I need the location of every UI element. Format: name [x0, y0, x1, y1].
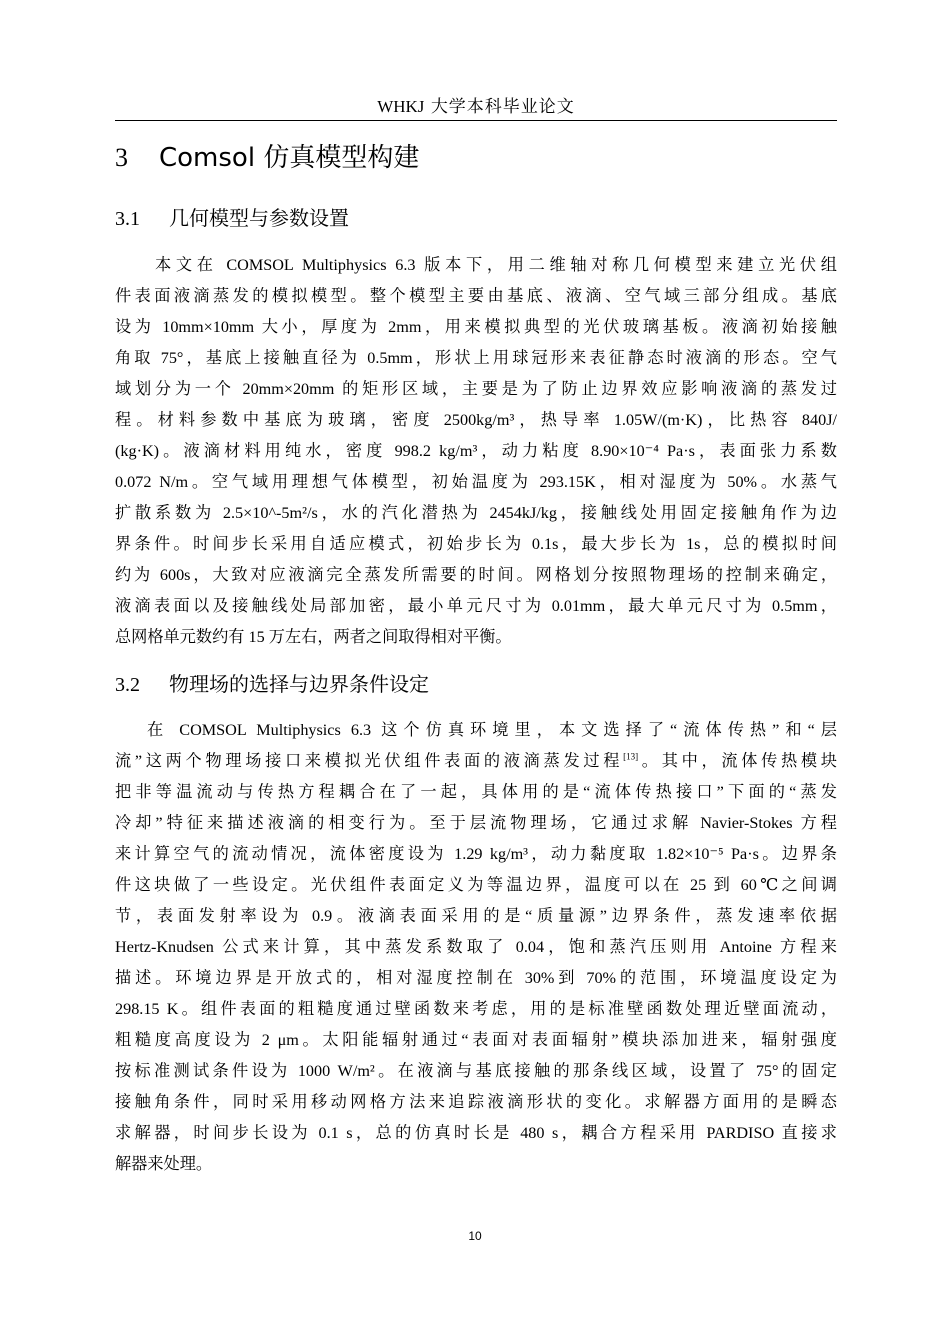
paragraph-line: 0.072 N/m。空气域用理想气体模型，初始温度为 293.15K，相对湿度为 50%。水蒸气 [115, 473, 837, 491]
paragraph-line: 设为 10mm×10mm 大小，厚度为 2mm，用来模拟典型的光伏玻璃基板。液滴初始接触 [115, 318, 837, 336]
header-brand: WHKJ [377, 97, 425, 116]
paragraph-line: 程。材料参数中基底为玻璃，密度 2500kg/m³，热导率 1.05W/(m·K)，比热容 840J/ [115, 411, 837, 429]
paragraph-line: 描述。环境边界是开放式的，相对湿度控制在 30%到 70%的范围，环境温度设定为 [115, 969, 837, 987]
paragraph-line: 粗糙度高度设为 2 μm。太阳能辐射通过“表面对表面辐射”模块添加进来，辐射强度 [115, 1031, 837, 1049]
paragraph-line: 来计算空气的流动情况，流体密度设为 1.29 kg/m³，动力黏度取 1.82×10⁻⁵ Pa·s。边界条 [115, 845, 837, 863]
section-heading-3-2 [115, 669, 429, 700]
paragraph-line: 总网格单元数约有 15 万左右，两者之间取得相对平衡。 [115, 628, 512, 646]
paragraph-line: 把非等温流动与传热方程耦合在了一起，具体用的是“流体传热接口”下面的“蒸发 [115, 783, 837, 801]
citation-ref[interactable]: [13] [623, 751, 639, 762]
line-text: 。其中，流体传热模块 [638, 752, 837, 770]
paragraph-line: (kg·K)。液滴材料用纯水，密度 998.2 kg/m³，动力粘度 8.90×10⁻⁴ Pa·s，表面张力系数 [115, 442, 837, 460]
section-number: 3.1 [115, 208, 140, 230]
header-title: 大学本科毕业论文 [430, 97, 575, 117]
section-3-2-paragraph [115, 715, 837, 1180]
section-title: 物理场的选择与边界条件设定 [169, 672, 429, 696]
paragraph-line: 约为 600s，大致对应液滴完全蒸发所需要的时间。网格划分按照物理场的控制来确定， [115, 566, 837, 584]
header-text [377, 97, 575, 117]
paragraph-line: 液滴表面以及接触线处局部加密，最小单元尺寸为 0.01mm，最大单元尺寸为 0.5mm， [115, 597, 837, 615]
paragraph-line: 求解器，时间步长设为 0.1 s，总的仿真时长是 480 s，耦合方程采用 PARDISO 直接求 [115, 1124, 837, 1142]
paragraph-line: 件表面液滴蒸发的模拟模型。整个模型主要由基底、液滴、空气域三部分组成。基底 [115, 287, 837, 305]
paragraph-line: 在 COMSOL Multiphysics 6.3 这个仿真环境里，本文选择了“流体传热”和“层 [147, 721, 837, 739]
section-title: 几何模型与参数设置 [169, 206, 349, 230]
page-number: 10 [468, 1229, 482, 1243]
paragraph-line: 域划分为一个 20mm×20mm 的矩形区域，主要是为了防止边界效应影响液滴的蒸发过 [115, 380, 837, 398]
paragraph-line: Hertz-Knudsen 公式来计算，其中蒸发系数取了 0.04，饱和蒸汽压则用 Antoine 方程来 [115, 938, 837, 956]
paragraph-line: 接触角条件，同时采用移动网格方法来追踪液滴形状的变化。求解器方面用的是瞬态 [115, 1093, 837, 1111]
line-text: 流”这两个物理场接口来模拟光伏组件表面的液滴蒸发过程 [115, 752, 624, 770]
section-number: 3.2 [115, 674, 140, 696]
paragraph-line: 节，表面发射率设为 0.9。液滴表面采用的是“质量源”边界条件，蒸发速率依据 [115, 907, 837, 925]
paragraph-line: 本文在 COMSOL Multiphysics 6.3 版本下，用二维轴对称几何模型来建立光伏组 [155, 256, 837, 274]
paragraph-line: 扩散系数为 2.5×10^-5m²/s，水的汽化潜热为 2454kJ/kg，接触线处用固定接触角作为边 [115, 504, 837, 522]
paragraph-line: 冷却”特征来描述液滴的相变行为。至于层流物理场，它通过求解 Navier-Stokes 方程 [115, 814, 837, 832]
page-header [115, 96, 837, 121]
paragraph-line: 件这块做了一些设定。光伏组件表面定义为等温边界，温度可以在 25 到 60℃之间调 [115, 876, 837, 894]
section-heading-3-1 [115, 203, 349, 234]
chapter-number: 3 [115, 143, 128, 172]
paragraph-line: 按标准测试条件设为 1000 W/m²。在液滴与基底接触的那条线区域，设置了 75°的固定 [115, 1062, 837, 1080]
paragraph-line [115, 746, 837, 777]
section-3-1-paragraph [115, 250, 837, 653]
chapter-heading [115, 140, 419, 176]
paragraph-line: 角取 75°，基底上接触直径为 0.5mm，形状上用球冠形来表征静态时液滴的形态。空气 [115, 349, 837, 367]
paragraph-line: 解器来处理。 [115, 1155, 213, 1173]
paragraph-line: 界条件。时间步长采用自适应模式，初始步长为 0.1s，最大步长为 1s，总的模拟时间 [115, 535, 837, 553]
paragraph-line: 298.15 K。组件表面的粗糙度通过壁函数来考虑，用的是标准壁函数处理近壁面流动， [115, 1000, 837, 1018]
chapter-title: Comsol 仿真模型构建 [159, 143, 420, 173]
